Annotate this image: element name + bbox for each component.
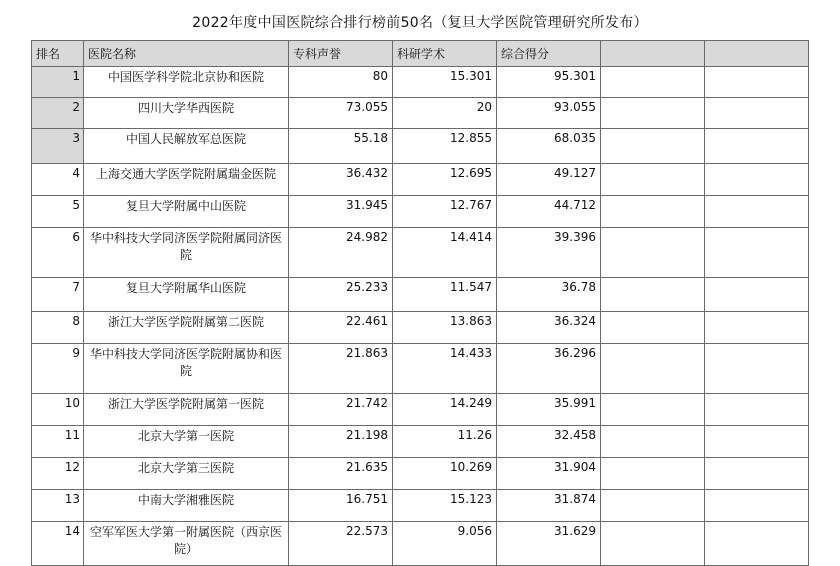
empty-cell [601, 344, 705, 394]
empty-cell [705, 98, 809, 129]
research-cell: 10.269 [393, 458, 497, 490]
hospital-name-cell: 四川大学华西医院 [84, 98, 289, 129]
total-cell: 95.301 [497, 67, 601, 98]
research-cell: 20 [393, 98, 497, 129]
specialty-cell: 16.751 [289, 490, 393, 522]
empty-cell [705, 312, 809, 344]
total-cell: 35.991 [497, 394, 601, 426]
rank-cell: 9 [32, 344, 84, 394]
specialty-cell: 22.573 [289, 522, 393, 566]
rank-cell: 6 [32, 228, 84, 278]
empty-cell [705, 426, 809, 458]
header-hospital-name: 医院名称 [84, 41, 289, 67]
ranking-table [31, 40, 809, 566]
hospital-name-cell: 上海交通大学医学院附属瑞金医院 [84, 164, 289, 196]
research-cell: 9.056 [393, 522, 497, 566]
hospital-name-cell: 北京大学第一医院 [84, 426, 289, 458]
specialty-cell: 80 [289, 67, 393, 98]
research-cell: 15.301 [393, 67, 497, 98]
specialty-cell: 31.945 [289, 196, 393, 228]
empty-cell [601, 522, 705, 566]
rank-cell: 1 [32, 67, 84, 98]
table-row [32, 196, 809, 228]
total-cell: 31.904 [497, 458, 601, 490]
empty-cell [705, 129, 809, 164]
rank-cell: 4 [32, 164, 84, 196]
rank-cell: 2 [32, 98, 84, 129]
table-row [32, 228, 809, 278]
table-row [32, 490, 809, 522]
hospital-name-cell: 浙江大学医学院附属第一医院 [84, 394, 289, 426]
empty-cell [601, 278, 705, 312]
empty-cell [601, 196, 705, 228]
hospital-name-cell: 华中科技大学同济医学院附属协和医院 [84, 344, 289, 394]
total-cell: 32.458 [497, 426, 601, 458]
empty-cell [705, 490, 809, 522]
total-cell: 36.78 [497, 278, 601, 312]
rank-cell: 13 [32, 490, 84, 522]
hospital-name-cell: 空军军医大学第一附属医院（西京医院） [84, 522, 289, 566]
rank-cell: 12 [32, 458, 84, 490]
header-total-score: 综合得分 [497, 41, 601, 67]
empty-cell [705, 522, 809, 566]
total-cell: 49.127 [497, 164, 601, 196]
header-research: 科研学术 [393, 41, 497, 67]
hospital-name-cell: 复旦大学附属中山医院 [84, 196, 289, 228]
empty-cell [601, 426, 705, 458]
empty-cell [705, 458, 809, 490]
empty-cell [705, 67, 809, 98]
table-row [32, 458, 809, 490]
specialty-cell: 24.982 [289, 228, 393, 278]
hospital-name-cell: 华中科技大学同济医学院附属同济医院 [84, 228, 289, 278]
specialty-cell: 22.461 [289, 312, 393, 344]
total-cell: 31.629 [497, 522, 601, 566]
research-cell: 15.123 [393, 490, 497, 522]
empty-cell [601, 458, 705, 490]
header-empty-1 [601, 41, 705, 67]
rank-cell: 10 [32, 394, 84, 426]
empty-cell [601, 67, 705, 98]
hospital-name-cell: 北京大学第三医院 [84, 458, 289, 490]
rank-cell: 11 [32, 426, 84, 458]
empty-cell [601, 490, 705, 522]
rank-cell: 8 [32, 312, 84, 344]
header-empty-2 [705, 41, 809, 67]
header-rank: 排名 [32, 41, 84, 67]
header-row [32, 41, 809, 67]
specialty-cell: 21.635 [289, 458, 393, 490]
table-row [32, 312, 809, 344]
research-cell: 14.414 [393, 228, 497, 278]
specialty-cell: 55.18 [289, 129, 393, 164]
table-row [32, 164, 809, 196]
table-row [32, 278, 809, 312]
empty-cell [601, 129, 705, 164]
empty-cell [705, 394, 809, 426]
specialty-cell: 21.198 [289, 426, 393, 458]
hospital-name-cell: 中南大学湘雅医院 [84, 490, 289, 522]
empty-cell [601, 312, 705, 344]
research-cell: 11.26 [393, 426, 497, 458]
research-cell: 12.855 [393, 129, 497, 164]
table-row [32, 394, 809, 426]
table-row [32, 344, 809, 394]
table-row [32, 129, 809, 164]
table-row [32, 522, 809, 566]
total-cell: 31.874 [497, 490, 601, 522]
research-cell: 14.249 [393, 394, 497, 426]
research-cell: 12.695 [393, 164, 497, 196]
specialty-cell: 73.055 [289, 98, 393, 129]
hospital-name-cell: 中国人民解放军总医院 [84, 129, 289, 164]
empty-cell [601, 394, 705, 426]
table-row [32, 98, 809, 129]
empty-cell [705, 278, 809, 312]
total-cell: 44.712 [497, 196, 601, 228]
page-title: 2022年度中国医院综合排行榜前50名（复旦大学医院管理研究所发布） [192, 15, 648, 31]
specialty-cell: 36.432 [289, 164, 393, 196]
table-row [32, 426, 809, 458]
research-cell: 14.433 [393, 344, 497, 394]
specialty-cell: 25.233 [289, 278, 393, 312]
table-row [32, 67, 809, 98]
empty-cell [705, 196, 809, 228]
total-cell: 36.324 [497, 312, 601, 344]
empty-cell [705, 164, 809, 196]
specialty-cell: 21.863 [289, 344, 393, 394]
total-cell: 93.055 [497, 98, 601, 129]
hospital-name-cell: 浙江大学医学院附属第二医院 [84, 312, 289, 344]
research-cell: 12.767 [393, 196, 497, 228]
rank-cell: 5 [32, 196, 84, 228]
empty-cell [601, 164, 705, 196]
research-cell: 11.547 [393, 278, 497, 312]
research-cell: 13.863 [393, 312, 497, 344]
header-specialty-reputation: 专科声誉 [289, 41, 393, 67]
empty-cell [705, 344, 809, 394]
total-cell: 36.296 [497, 344, 601, 394]
rank-cell: 14 [32, 522, 84, 566]
empty-cell [705, 228, 809, 278]
empty-cell [601, 228, 705, 278]
rank-cell: 7 [32, 278, 84, 312]
empty-cell [601, 98, 705, 129]
rank-cell: 3 [32, 129, 84, 164]
specialty-cell: 21.742 [289, 394, 393, 426]
hospital-name-cell: 复旦大学附属华山医院 [84, 278, 289, 312]
total-cell: 39.396 [497, 228, 601, 278]
hospital-name-cell: 中国医学科学院北京协和医院 [84, 67, 289, 98]
total-cell: 68.035 [497, 129, 601, 164]
